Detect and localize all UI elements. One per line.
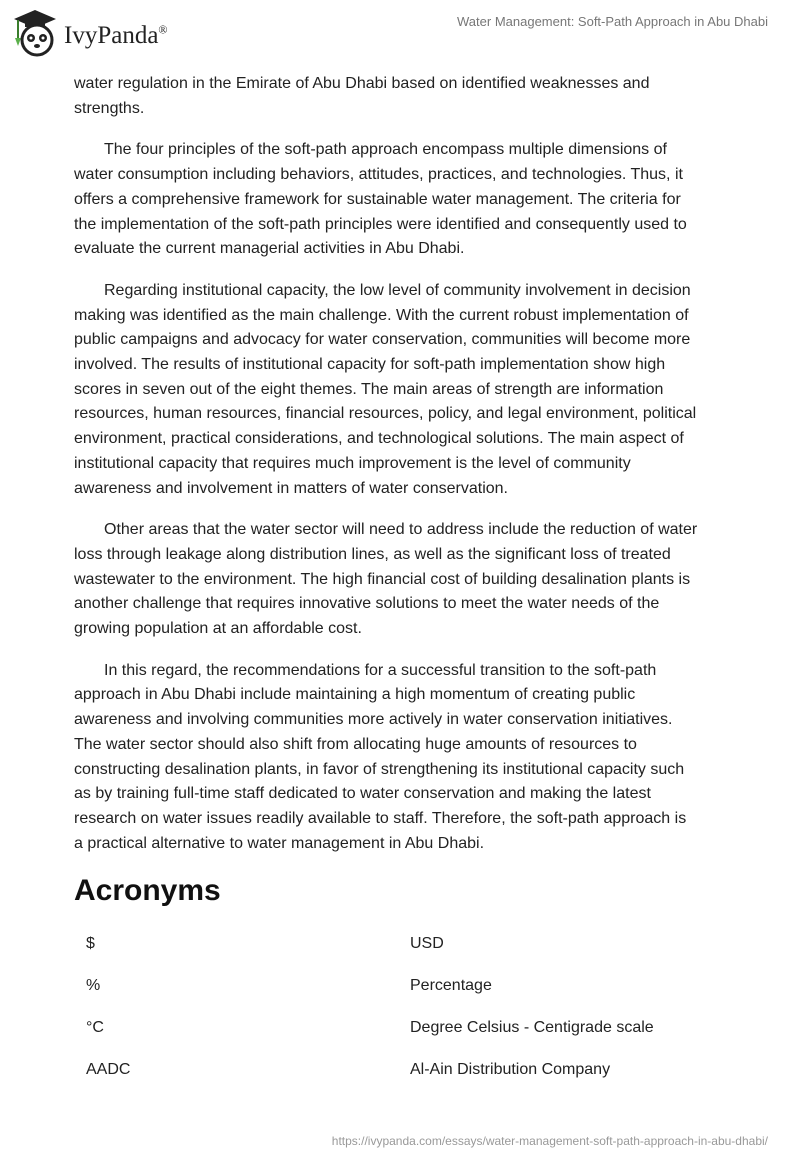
- text-line: the implementation of the soft-path principles were identified and consequently used to: [74, 215, 687, 233]
- paragraph: [74, 279, 734, 501]
- text-line: a practical alternative to water management in Abu Dhabi.: [74, 834, 485, 852]
- text-line: strengths.: [74, 99, 145, 117]
- text-line: water regulation in the Emirate of Abu Dhabi based on identified weaknesses and: [74, 75, 650, 92]
- page-header: [0, 0, 800, 60]
- text-line: The water sector should also shift from allocating huge amounts of resources to: [74, 735, 637, 753]
- text-line: environment, practical considerations, and technological solutions. The main aspect of: [74, 430, 684, 448]
- text-line: research on water issues readily available to staff. Therefore, the soft-path approach is: [74, 809, 687, 827]
- registered-mark: ®: [158, 22, 168, 37]
- essay-content: [74, 72, 734, 1091]
- acronym-abbr: °C: [86, 1019, 104, 1037]
- text-line: evaluate the current managerial activities in Abu Dhabi.: [74, 240, 465, 258]
- acronym-meaning: Al-Ain Distribution Company: [410, 1061, 611, 1079]
- text-line: awareness and involvement in matters of water conservation.: [74, 479, 508, 497]
- text-line: constructing desalination plants, in favor of strengthening its institutional capacity such: [74, 760, 685, 778]
- text-line: scores in seven out of the eight themes. The main areas of strength are information: [74, 380, 664, 398]
- acronym-abbr: $: [86, 935, 95, 953]
- text-line: growing population at an affordable cost.: [74, 620, 362, 638]
- acronyms-table: [74, 923, 734, 1091]
- paragraph: [74, 72, 734, 121]
- ivypanda-logo[interactable]: [12, 8, 168, 58]
- text-line: resources, human resources, financial resources, policy, and legal environment, political: [74, 405, 697, 423]
- text-line: as by training full-time staff dedicated to water conservation and making the latest: [74, 785, 651, 803]
- text-line: public campaigns and advocacy for water conservation, communities will become more: [74, 331, 691, 349]
- acronym-abbr: %: [86, 977, 101, 995]
- text-line: another challenge that requires innovative solutions to meet the water needs of the: [74, 595, 660, 613]
- acronym-row: [74, 1007, 734, 1049]
- panda-graduate-icon: [12, 8, 58, 58]
- text-line: offers a comprehensive framework for sustainable water management. The criteria for: [74, 190, 681, 208]
- text-line: awareness and involving communities more actively in water conservation initiatives.: [74, 711, 673, 729]
- text-line: water consumption including behaviors, attitudes, practices, and technologies. Thus, it: [74, 166, 683, 184]
- acronym-meaning: Percentage: [410, 977, 492, 995]
- text-line: involved. The results of institutional capacity for soft-path implementation show high: [74, 356, 666, 374]
- text-line: Other areas that the water sector will need to address include the reduction of water: [104, 521, 698, 539]
- text-line: loss through leakage along distribution lines, as well as the significant loss of treated: [74, 545, 671, 563]
- document-title: Water Management: Soft-Path Approach in Abu Dhabi: [457, 14, 768, 29]
- text-line: The four principles of the soft-path approach encompass multiple dimensions of: [104, 141, 667, 159]
- text-line: institutional capacity that requires much improvement is the level of community: [74, 454, 631, 472]
- acronym-meaning: USD: [410, 935, 444, 953]
- paragraph: [74, 518, 734, 642]
- text-line: wastewater to the environment. The high financial cost of building desalination plants is: [74, 570, 691, 588]
- text-line: In this regard, the recommendations for a successful transition to the soft-path: [104, 661, 657, 679]
- paragraph: [74, 659, 734, 857]
- paragraph: [74, 138, 734, 262]
- text-line: Regarding institutional capacity, the low level of community involvement in decision: [104, 281, 691, 299]
- acronym-meaning: Degree Celsius - Centigrade scale: [410, 1019, 654, 1037]
- brand-name: IvyPanda: [64, 22, 159, 49]
- text-line: approach in Abu Dhabi include maintaining a high momentum of creating public: [74, 686, 636, 704]
- acronym-abbr: AADC: [86, 1061, 131, 1079]
- acronym-row: [74, 923, 734, 965]
- acronyms-heading: Acronyms: [74, 874, 221, 908]
- acronym-row: [74, 1049, 734, 1091]
- source-url[interactable]: https://ivypanda.com/essays/water-management-soft-path-approach-in-abu-dhabi/: [331, 1134, 768, 1148]
- essay-body: [74, 72, 734, 856]
- acronym-row: [74, 965, 734, 1007]
- text-line: making was identified as the main challenge. With the current robust implementation of: [74, 306, 689, 324]
